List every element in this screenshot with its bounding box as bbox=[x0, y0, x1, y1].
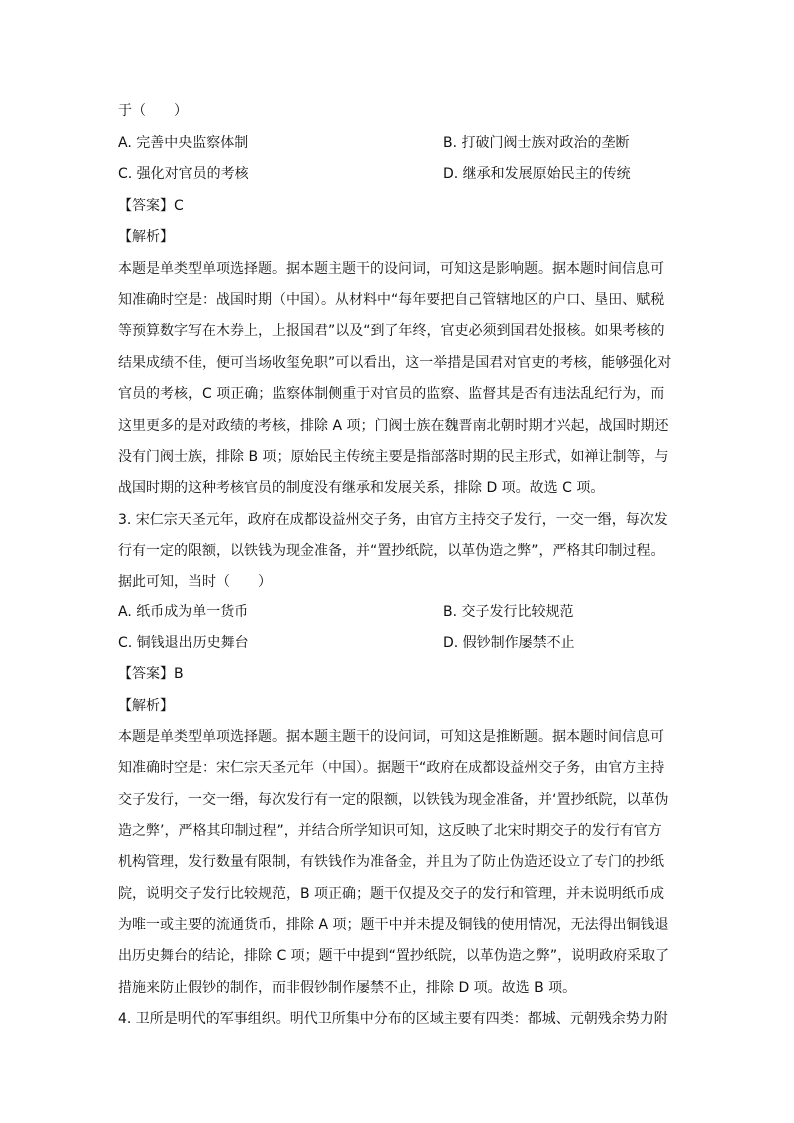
q3-analysis-line: 造之弊’，严格其印制过程”，并结合所学知识可知，这反映了北宋时期交子的发行有官方 bbox=[118, 823, 662, 839]
q2-option-b: B. 打破门阀士族对政治的垄断 bbox=[443, 135, 630, 151]
q3-stem-line: 3. 宋仁宗天圣元年，政府在成都设益州交子务，由官方主持交子发行，一交一缗，每次发 bbox=[118, 512, 668, 528]
q3-option-a: A. 纸币成为单一货币 bbox=[118, 604, 249, 620]
q3-analysis-line: 机构管理，发行数量有限制，有铁钱作为准备金，并且为了防止伪造还设立了专门的抄纸 bbox=[118, 854, 664, 870]
q2-option-a: A. 完善中央监察体制 bbox=[118, 135, 249, 151]
q3-option-d: D. 假钞制作屡禁不止 bbox=[443, 635, 575, 651]
q2-analysis-line: 本题是单类型单项选择题。据本题主题干的设问词，可知这是影响题。据本题时间信息可 bbox=[118, 261, 664, 277]
q3-analysis-line: 措施来防止假钞的制作，而非假钞制作屡禁不止，排除 D 项。故选 B 项。 bbox=[118, 980, 577, 996]
q2-analysis-line: 结果成绩不佳，便可当场收玺免职”可以看出，这一举措是国君对官吏的考核，能够强化对 bbox=[118, 355, 672, 371]
q2-analysis-line: 官员的考核，C 项正确；监察体制侧重于对官员的监察、监督其是否有违法乱纪行为，而 bbox=[118, 386, 665, 402]
q3-analysis-line: 交子发行，一交一缗，每次发行有一定的限额，以铁钱为现金准备，并‘置抄纸院，以革伪 bbox=[118, 792, 669, 808]
q3-analysis-line: 出历史舞台的结论，排除 C 项；题干中提到“置抄纸院，以革伪造之弊”，说明政府采取了 bbox=[118, 948, 670, 964]
q3-answer: 【答案】B bbox=[118, 666, 184, 682]
q2-analysis-line: 等预算数字写在木券上，上报国君”以及“到了年终，官吏必须到国君处报核。如果考核的 bbox=[118, 323, 665, 339]
q3-stem-line: 据此可知，当时（ ） bbox=[118, 574, 272, 590]
q2-analysis-line: 知准确时空是：战国时期（中国）。从材料中“每年要把自己管辖地区的户口、垦田、赋税 bbox=[118, 292, 665, 308]
q2-stem-tail: 于（ ） bbox=[118, 103, 188, 119]
q3-analysis-line: 知准确时空是：宋仁宗天圣元年（中国）。据题干“政府在成都设益州交子务，由官方主持 bbox=[118, 760, 665, 776]
q2-analysis-line: 战国时期的这种考核官员的制度没有继承和发展关系，排除 D 项。故选 C 项。 bbox=[118, 480, 605, 496]
q4-stem-start: 4. 卫所是明代的军事组织。明代卫所集中分布的区域主要有四类：都城、元朝残余势力附 bbox=[118, 1011, 668, 1027]
q2-analysis-line: 这里更多的是对政绩的考核，排除 A 项；门阀士族在魏晋南北朝时期才兴起，战国时期还 bbox=[118, 418, 669, 434]
q3-analysis-line: 本题是单类型单项选择题。据本题主题干的设问词，可知这是推断题。据本题时间信息可 bbox=[118, 729, 664, 745]
q2-analysis-label: 【解析】 bbox=[118, 229, 174, 245]
q3-analysis-line: 为唯一或主要的流通货币，排除 A 项；题干中并未提及铜钱的使用情况，无法得出铜钱退 bbox=[118, 917, 669, 933]
q2-answer: 【答案】C bbox=[118, 198, 184, 214]
q3-option-b: B. 交子发行比较规范 bbox=[443, 604, 574, 620]
q3-analysis-label: 【解析】 bbox=[118, 698, 174, 714]
q2-analysis-line: 没有门阀士族，排除 B 项；原始民主传统主要是指部落时期的民主形式，如禅让制等，与 bbox=[118, 449, 669, 465]
q3-option-c: C. 铜钱退出历史舞台 bbox=[118, 635, 249, 651]
q3-analysis-line: 院，说明交子发行比较规范，B 项正确；题干仅提及交子的发行和管理，并未说明纸币成 bbox=[118, 886, 665, 902]
q3-stem-line: 行有一定的限额，以铁钱为现金准备，并“置抄纸院，以革伪造之弊”，严格其印制过程。 bbox=[118, 543, 665, 559]
q2-option-d: D. 继承和发展原始民主的传统 bbox=[443, 166, 631, 182]
q2-option-c: C. 强化对官员的考核 bbox=[118, 166, 249, 182]
